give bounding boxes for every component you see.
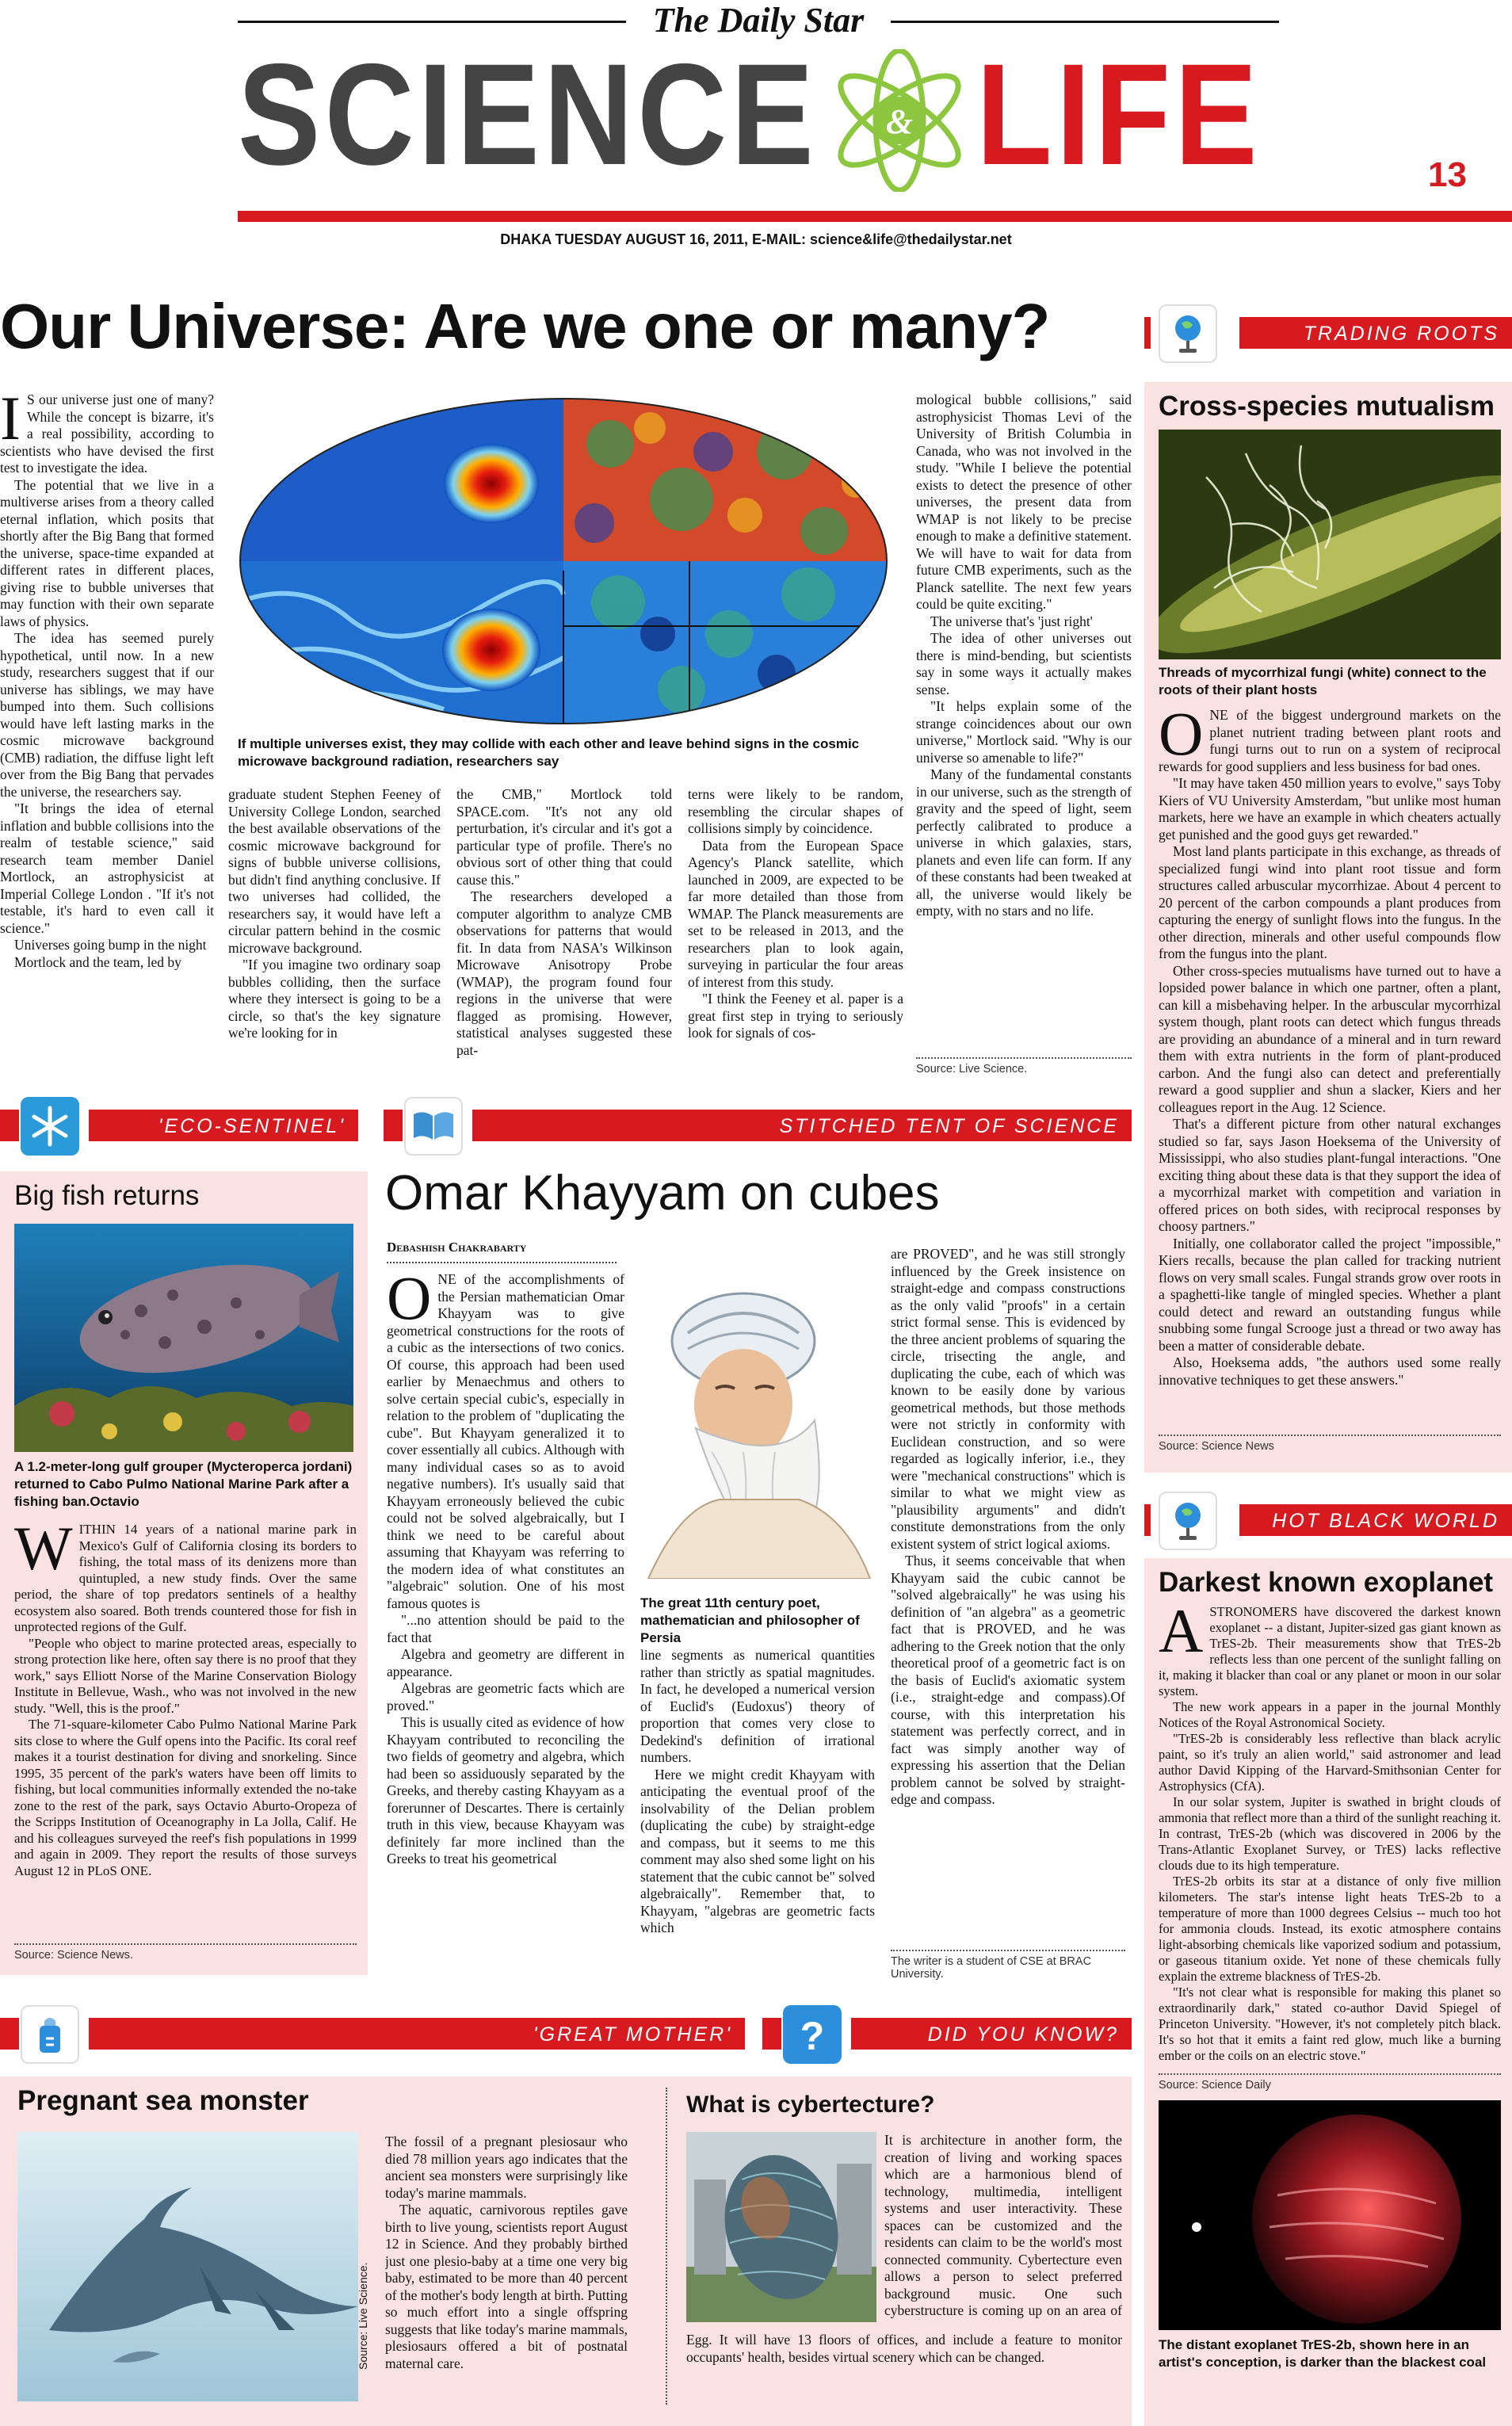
mother-side-source: Source: Live Science. bbox=[357, 2262, 369, 2370]
svg-text:?: ? bbox=[800, 2014, 825, 2058]
paragraph: That's a different picture from other natural exchanges studied so far, says Jason Hoeksema of the University of Mississippi, who also studies plant-fungal interactions. "One exciting thing about these data is that they support the idea of a mycorrhizal market with competition and variation in offered prices on both sides, with reciprocal responses by choosy partners." bbox=[1159, 1116, 1501, 1234]
eco-source: Source: Science News. bbox=[14, 1943, 357, 1962]
subhead: Universes going bump in the night bbox=[14, 937, 207, 953]
quote-line: Algebra and geometry are different in appearance. bbox=[387, 1646, 624, 1679]
trading-body bbox=[1159, 707, 1501, 1444]
atom-logo bbox=[824, 49, 975, 192]
stitched-col-1 bbox=[387, 1271, 624, 1988]
eco-caption: A 1.2-meter-long gulf grouper (Mycteroperca jordani) returned to Cabo Pulmo National Marine Park after a fishing ban.Octavio bbox=[14, 1459, 353, 1509]
hot-bar-stub bbox=[1144, 1504, 1151, 1536]
paragraph: line segments as numerical quantities rather than strictly as spatial magnitudes. In fact, he developed a numerical version of Euclid's (Eudoxus') theory of proportion that comes very close to Dedekind's definition of irrational numbers. bbox=[640, 1647, 875, 1765]
masthead-red-rule bbox=[238, 211, 1512, 222]
drop-cap: O bbox=[387, 1271, 432, 1332]
paragraph: Initially, one collaborator called the project "impossible," Kiers recalls, because the plan called for tracking nutrient flows on very small scales. Fungal strands grow over roots in a spaghetti-like tangle of mingled species. Whether a plant could detect and reward an outstanding fungus while snubbing some fungal Scrooge just a thread or two away has been a matter of considerable debate. bbox=[1159, 1235, 1501, 1354]
didyou-banner-label: DID YOU KNOW? bbox=[927, 2023, 1119, 2046]
book-icon bbox=[404, 1097, 463, 1156]
stitched-col-2 bbox=[640, 1647, 875, 1988]
paragraph: "People who object to marine protected areas, especially to strong protection like here, often say there is no proof that they work," says Elliott Norse of the Marine Conservation Biology Institute in Bellevue, Wash., who was not involved in the new study. "Well, this is the proof." bbox=[14, 1635, 357, 1716]
main-col-2 bbox=[228, 786, 441, 1072]
byline: Debashish Chakrabarty bbox=[387, 1240, 527, 1255]
paragraph: The idea has seemed purely hypothetical, until now. In a new study, researchers suggest that if our universe has siblings, we may have bumped into them. Such collisions would have left lasting marks in the cosmic microwave background (CMB) radiation, the diffuse light left over from the Big Bang that pervades the universe, the researchers say. bbox=[0, 630, 214, 800]
cmb-sky-map bbox=[238, 396, 889, 726]
paper-name: The Daily Star bbox=[652, 1, 865, 40]
drop-cap: W bbox=[14, 1522, 73, 1583]
paragraph: The fossil of a pregnant plesiosaur who died 78 million years ago indicates that the ancient sea monsters were surprisingly like today's marine mammals. bbox=[385, 2134, 628, 2201]
didyou-banner bbox=[851, 2018, 1132, 2050]
main-image-caption: If multiple universes exist, they may collide with each other and leave behind signs in the cosmic microwave background radiation, researchers say bbox=[238, 736, 860, 769]
stitched-banner-left bbox=[384, 1110, 403, 1141]
drop-cap: O bbox=[1159, 707, 1204, 768]
subhead: The universe that's 'just right' bbox=[930, 613, 1093, 629]
paragraph: mological bubble collisions," said astrophysicist Thomas Levi of the University of British Columbia in Canada, who was not involved in the study. "While I believe the potential exists to detect the presence of other universes, the present data from WMAP is not likely to be precise enough to make a definitive statement. We will have to wait for data from future CMB experiments, such as the Planck satellite. The next few years could be quite exciting." bbox=[916, 392, 1132, 612]
hot-source: Source: Science Daily bbox=[1159, 2073, 1501, 2092]
paragraph: graduate student Stephen Feeney of University College London, searched the best available observations of the cosmic microwave background for signs of bubble universe collisions, but didn't find anything conclusive. If two universes had collided, the researchers say, it would have left a circular pattern behind in the cosmic microwave background. bbox=[228, 786, 441, 956]
paragraph: Data from the European Space Agency's Planck satellite, which launched in 2009, are expected to be far more detailed than those from WMAP. The Planck measurements are set to be released in 2013, and the researchers plan to look again, surveying in particular the four areas of interest from this study. bbox=[688, 837, 903, 990]
mother-body bbox=[385, 2134, 628, 2419]
trading-first: NE of the biggest underground markets on the planet nutrient trading between plant roots and fungi turns out to run on a system of reciprocal rewards for good suppliers and less business for bad ones. bbox=[1159, 707, 1501, 774]
didyou-tail: Egg. It will have 13 floors of offices, and include a feature to monitor occupants' health, besides virtual scenery which can be changed. bbox=[686, 2332, 1122, 2365]
paragraph: The idea of other universes out there is mind-bending, but scientists say in some ways it actually makes sense. bbox=[916, 630, 1132, 697]
paragraph: "It brings the idea of eternal inflation and bubble collisions into the realm of testable science," said research team member Daniel Mortlock, an astrophysicist at Imperial College London . "If it's not testable, it's hard to even call it science." bbox=[0, 800, 214, 936]
drop-cap: I bbox=[0, 392, 21, 453]
hot-body bbox=[1159, 1604, 1501, 2083]
hot-first: STRONOMERS have discovered the darkest known exoplanet -- a distant, Jupiter-sized gas giant known as TrES-2b. Their measurements show that TrES-2b reflects less than one percent of the sunlight falling on it, making it blacker than coal or any planet or moon in our solar system. bbox=[1159, 1604, 1501, 1698]
globe-icon bbox=[1159, 1492, 1217, 1550]
masthead-rule-right bbox=[891, 21, 1279, 23]
page-number: 13 bbox=[1428, 155, 1467, 194]
eco-first: ITHIN 14 years of a national marine park in Mexico's Gulf of California closing its borders to fishing, the total mass of its denizens more than quintupled, a new study finds. Over the same period, the share of top predators sentinels of a healthy ecosystem also soared. Both trends countered those for fish in unprotected regions of the Gulf. bbox=[14, 1522, 357, 1634]
paragraph: Mortlock and the team, led by bbox=[14, 953, 181, 970]
mother-banner-label: 'GREAT MOTHER' bbox=[533, 2023, 732, 2046]
section-title-life: LIFE bbox=[976, 33, 1262, 195]
fungi-photo bbox=[1159, 430, 1501, 659]
paragraph: Many of the fundamental constants in our universe, such as the strength of gravity and the speed of light, seem perfectly calibrated to produce a universe in which galaxies, stars, planets and even life can form. If any of these constants had been tweaked at all, the universe would likely be empty, with no stars and no life. bbox=[916, 766, 1132, 919]
section-title-science: SCIENCE bbox=[238, 33, 818, 195]
snowflake-icon bbox=[21, 1097, 79, 1156]
paragraph: terns were likely to be random, resembling the circular shapes of collisions simply by coincidence. bbox=[688, 786, 903, 836]
stitched-first: NE of the accomplishments of the Persian mathematician Omar Khayyam was to give geometrical constructions for the roots of a cubic as the intersections of two conics. Of course, this approach had been used earlier by Menaechmus and others to solve certain special cubic's, especially in relation to the problem of "duplicating the cube". But Khayyam generalized it to cover essentially all cubics. Although with many individual cases so as to avoid negative numbers). It's usually said that Khayyam erroneously believed the cubic could not be solved algebraically, but I think we need to be careful about assuming that Khayyam was referring to the modern idea of what constitutes an "algebraic" solution. One of his most famous quotes is bbox=[387, 1271, 624, 1611]
paragraph: "I think the Feeney et al. paper is a great first step in trying to seriously look for signals of cos- bbox=[688, 991, 903, 1041]
hot-banner-label: HOT BLACK WORLD bbox=[1272, 1510, 1499, 1532]
eco-headline: Big fish returns bbox=[14, 1180, 200, 1211]
stitched-banner bbox=[472, 1110, 1132, 1141]
paragraph: Other cross-species mutualisms have turned out to have a lopsided power balance in which one partner, often a plant, can kill a misbehaving helper. In the arbuscular mycorrhizal system though, plant roots can detect which fungus threads are providing an abundance of a mineral and in turn reward them with extra nutrients in the form of plant-produced carbon. And the fungi also can detect and preferentially reward a good supplier and shun a slacker, Kiers and her colleagues report in the Aug. 12 Science. bbox=[1159, 962, 1501, 1115]
eco-banner-label: 'ECO-SENTINEL' bbox=[158, 1115, 346, 1137]
main-source: Source: Live Science. bbox=[916, 1057, 1132, 1075]
quote-line: Algebras are geometric facts which are proved." bbox=[387, 1680, 624, 1713]
main-col-1 bbox=[0, 392, 214, 1072]
trading-banner bbox=[1239, 317, 1512, 349]
paragraph: This is usually cited as evidence of how Khayyam contributed to reconciling the two fields of geometry and algebra, which had been so assiduously separated by the Greeks, and thereby casting Khayyam as a forerunner of Descartes. There is certainly truth in this view, because Khayyam was definitely far more inclined than the Greeks to treat his geometrical bbox=[387, 1714, 624, 1866]
amp-glyph: & bbox=[885, 102, 914, 141]
masthead-rule-left bbox=[238, 21, 626, 23]
paragraph: The researchers developed a computer algorithm to analyze CMB observations for patterns that would fit. In data from NASA's Wilkinson Microwave Anisotropy Probe (WMAP), the program found four regions in the universe that were flagged as promising. However, statistical analyses suggested these pat- bbox=[456, 888, 672, 1058]
paragraph: the CMB," Mortlock told SPACE.com. "It's not any old perturbation, it's circular and it's got a particular type of profile. There's no obvious sort of other thing that could cause this." bbox=[456, 786, 672, 888]
exoplanet-illustration bbox=[1159, 2100, 1501, 2330]
mother-headline: Pregnant sea monster bbox=[17, 2085, 309, 2116]
paragraph: Most land plants participate in this exchange, as threads of specialized fungi wind into plant root tissue and form structures called arbuscular mycorrhizae. About 4 percent to 20 percent of the carbon compounds a plant produces from capturing the energy of sunlight flows into the fungus. In the other direction, minerals and other useful compounds flow from the fungus into the plant. bbox=[1159, 843, 1501, 961]
mother-banner-left bbox=[0, 2018, 19, 2050]
globe-icon bbox=[1159, 304, 1217, 363]
column-divider bbox=[666, 2088, 667, 2405]
paragraph: "TrES-2b is considerably less reflective than black acrylic paint, so it's truly an alien world," said astronomer and lead author David Kipping of the Harvard-Smithsonian Center for Astrophysics (CfA). bbox=[1159, 1731, 1501, 1794]
paragraph: "If you imagine two ordinary soap bubbles colliding, then the surface where they intersect is going to be a circle, so that's the key signature we're looking for in bbox=[228, 957, 441, 1041]
main-col-3 bbox=[456, 786, 672, 1072]
main-headline: Our Universe: Are we one or many? bbox=[0, 291, 1050, 361]
trading-banner-label: TRADING ROOTS bbox=[1303, 323, 1499, 345]
cybertecture-egg-photo bbox=[686, 2132, 876, 2322]
stitched-col-3 bbox=[891, 1246, 1125, 1943]
plesiosaur-illustration bbox=[17, 2132, 358, 2401]
baby-bottle-icon bbox=[21, 2005, 79, 2064]
paragraph: Thus, it seems conceivable that when Khayyam said the cubic cannot be "solved algebraically" he was using his definition of "an algebra" as a geometric fact that is PROVED, and he was adhering to the Greek notion that the only theoretical proof of a geometric fact is on the basis of Euclid's axiomatic system (i.e., straight-edge and compass).Of course, with this interpretation his statement was perfectly correct, and in fact was simply another way of expressing his assertion that the Delian problem cannot be solved by straight-edge and compass. bbox=[891, 1553, 1125, 1807]
khayyam-caption: The great 11th century poet, mathematician and philosopher of Persia bbox=[640, 1595, 860, 1645]
trading-source: Source: Science News bbox=[1159, 1435, 1501, 1453]
mother-banner bbox=[89, 2018, 745, 2050]
byline-rule bbox=[387, 1262, 617, 1263]
trading-caption: Threads of mycorrhizal fungi (white) connect to the roots of their plant hosts bbox=[1159, 665, 1487, 697]
quote-line: "...no attention should be paid to the fact that bbox=[387, 1612, 624, 1645]
paragraph: The new work appears in a paper in the journal Monthly Notices of the Royal Astronomical Society. bbox=[1159, 1699, 1501, 1730]
paragraph: In our solar system, Jupiter is swathed in bright clouds of ammonia that reflect more than a third of the sunlight reaching it. In contrast, TrES-2b (which was discovered in 2006 by the Trans-Atlantic Exoplanet Survey, or TrES) lacks reflective clouds due to its high temperature. bbox=[1159, 1794, 1501, 1873]
stitched-banner-label: STITCHED TENT OF SCIENCE bbox=[779, 1115, 1119, 1137]
main-col-5 bbox=[916, 392, 1132, 1056]
trading-headline: Cross-species mutualism bbox=[1159, 391, 1495, 422]
hot-headline: Darkest known exoplanet bbox=[1159, 1567, 1494, 1598]
eco-banner-left bbox=[0, 1110, 19, 1141]
main-col1-first: S our universe just one of many? While the concept is bizarre, it's a real possibility, according to scientists who have devised the first test to investigate the idea. bbox=[0, 392, 214, 476]
didyou-body: It is architecture in another form, the creation of living and working spaces which are a harmonious blend of technology, multimedia, intelligent systems and user interactivity. These spaces can be customized and the residents can claim to be the world's most connected community. Cybertecture even allows a person to select preferred background music. One such cyberstructure is coming up on an area of bbox=[884, 2132, 1122, 2318]
dateline: DHAKA TUESDAY AUGUST 16, 2011, E-MAIL: science&life@thedailystar.net bbox=[500, 231, 1012, 247]
stitched-headline: Omar Khayyam on cubes bbox=[385, 1166, 940, 1221]
exoplanet-caption: The distant exoplanet TrES-2b, shown here in an artist's conception, is darker than the blackest coal bbox=[1159, 2337, 1487, 2370]
grouper-photo bbox=[14, 1224, 353, 1452]
paragraph: Also, Hoeksema adds, "the authors used some really innovative techniques to get these answers." bbox=[1159, 1354, 1501, 1388]
paragraph: "It's not clear what is responsible for making this planet so extraordinarily dark," stated co-author David Spiegel of Princeton University. "However, it's not completely pitch black. It's so hot that it emits a faint red glow, much like a burning ember or the coils on an electric stove." bbox=[1159, 1985, 1501, 2063]
paragraph: The potential that we live in a multiverse arises from a theory called eternal inflation, which posits that shortly after the Big Bang that formed the universe, space-time expanded at different rates in different places, giving rise to bubble universes that may function with their own separate laws of physics. bbox=[0, 476, 214, 629]
paragraph: "It may have taken 450 million years to evolve," says Toby Kiers of VU University Amsterdam, "but unlike most human markets, here we have an example in which cheaters actually get punished and the good guys get rewarded." bbox=[1159, 775, 1501, 842]
drop-cap: A bbox=[1159, 1604, 1204, 1665]
trading-bar-stub bbox=[1144, 317, 1151, 349]
question-icon bbox=[783, 2005, 842, 2064]
main-col-4 bbox=[688, 786, 903, 1072]
eco-body bbox=[14, 1522, 357, 1942]
paragraph: The 71-square-kilometer Cabo Pulmo National Marine Park sits close to where the Gulf opens into the Pacific. Its coral reef makes it a tourist destination for diving and snorkeling. Since 1995, 35 percent of the park's waters have been off limits to fishing, but local communities informally extended the no-take zone to the rest of the park, says Octavio Aburto-Oropeza of the Scripps Institution of Oceanography in La Jolla, Calif. He and his colleagues surveyed the reef's fish populations in 1999 and again in 2009. They report the results of those surveys August 12 in PLoS ONE. bbox=[14, 1717, 357, 1878]
paragraph: The aquatic, carnivorous reptiles gave birth to live young, scientists report August 12 in Science. And they probably birthed just one plesio-baby at a time one very big baby, estimated to be more than 40 percent of the mother's body length at birth. Putting so much effort into a single offspring suggests that like today's marine mammals, plesiosaurs offered a bit of postnatal maternal care. bbox=[385, 2202, 628, 2371]
masthead bbox=[0, 0, 1512, 262]
eco-banner bbox=[89, 1110, 358, 1141]
didyou-headline: What is cybertecture? bbox=[686, 2092, 935, 2118]
paragraph: TrES-2b orbits its star at a distance of only five million kilometers. The star's intense light heats TrES-2b to a temperature of more than 1000 degrees Celsius -- much too hot for ammonia clouds. Instead, its exotic atmosphere contains light-absorbing chemicals like vaporized sodium and potassium, or gaseous titanium oxide. Yet none of these chemicals fully explain the extreme blackness of TrES-2b. bbox=[1159, 1874, 1501, 1984]
author-note: The writer is a student of CSE at BRAC University. bbox=[891, 1950, 1125, 1981]
khayyam-portrait bbox=[640, 1278, 878, 1579]
hot-banner bbox=[1239, 1504, 1512, 1536]
paragraph: are PROVED", and he was still strongly influenced by the Greek insistence on straight-edge and compass constructions as the only valid "proofs" in a certain strict formal sense. This is evidenced by the three ancient problems of squaring the circle, trisecting the angle, and duplicating the cube, each of which was known to be easily done by various geometrical methods, but those methods were not strictly in conformity with Euclidean construction, and so were regarded as logically inferior, i.e., they were "mechanical constructions" which is similar to what we might view as "plausibility arguments" and didn't constitute demonstrations from the only existent system of strict logical axioms. bbox=[891, 1246, 1125, 1552]
didyou-banner-left bbox=[762, 2018, 781, 2050]
paragraph: "It helps explain some of the strange coincidences about our own universe," Mortlock said. "Why is our universe so amenable to life?" bbox=[916, 698, 1132, 766]
paragraph: Here we might credit Khayyam with anticipating the eventual proof of the insolvability of the Delian problem (duplicating the cube) by straight-edge and compass, but it seems to me this comment may also shed some light on his statement that the cubic cannot be" solved algebraically". Remember that, to Khayyam, "algebras are geometric facts which bbox=[640, 1766, 875, 1935]
